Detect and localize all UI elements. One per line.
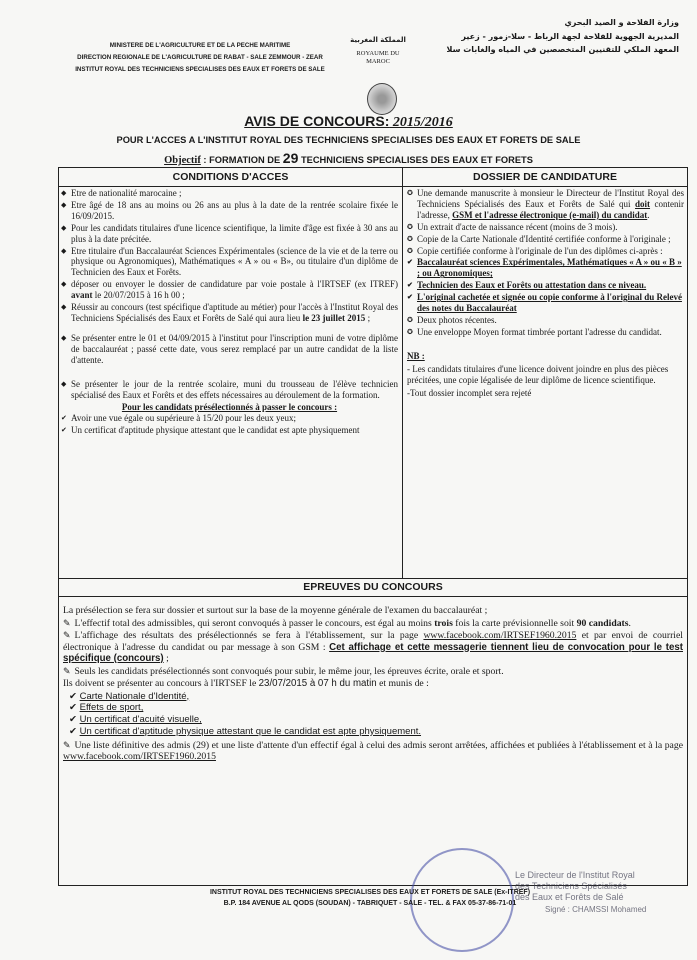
- list-item: ✔ Technicien des Eaux et Forêts ou attestation dans ce niveau.: [407, 280, 647, 291]
- pencil-icon: ✎: [63, 739, 71, 750]
- list-item: ◆ déposer ou envoyer le dossier de candidature par voie postale à l'IRTSEF (ex ITREF) avant le 20/07/2015 à 16 h 00 ;: [61, 279, 398, 301]
- results-display-text: ✎ L'affichage des résultats des présélectionnés se fera à l'établissement, sur la page www.facebook.com/IRTSEF1960.2015 et par envoi de courriel électronique à l'adresse du candidat ou par message à son GSM : Cet affichage et cette messagerie tiennent lieu de convocation pour le test spécifique (concours) ;: [63, 630, 683, 664]
- list-item: ✪ Un extrait d'acte de naissance récent (moins de 3 mois).: [407, 221, 618, 232]
- diamond-bullet-icon: ◆: [61, 189, 67, 197]
- list-item: ✔ Effets de sport,: [69, 702, 144, 714]
- list-item: ✔ Un certificat d'aptitude physique attestant que le candidat est apte physiquement.: [69, 725, 422, 737]
- diamond-bullet-icon: ◆: [61, 246, 67, 255]
- list-item: ◆ Se présenter le jour de la rentrée scolaire, muni du trousseau de l'élève technicien spécialisé des Eaux et Forêts et des effets nécessaires au déroulement de la formation.: [61, 378, 398, 400]
- ministry-name: MINISTERE DE L'AGRICULTURE ET DE LA PECHE MARITIME: [109, 42, 291, 49]
- preselected-heading: Pour les candidats présélectionnés à passer le concours :: [121, 402, 338, 413]
- list-item: ✔ Carte Nationale d'Identité,: [69, 690, 190, 702]
- institute-name: INSTITUT ROYAL DES TECHNICIENS SPECIALISES DES EAUX ET FORETS DE SALE: [75, 65, 325, 73]
- list-item: ◆ Pour les candidats titulaires d'une licence scientifique, la limite d'âge est fixée à 30 ans au plus à la date précitée.: [61, 222, 398, 244]
- conditions-list: [61, 188, 398, 437]
- diamond-bullet-icon: ◆: [61, 280, 67, 289]
- list-item: ✪ Copie certifiée conforme à l'originale de l'un des diplômes ci-après :: [407, 245, 663, 256]
- list-item: ✪ Copie de la Carte Nationale d'Identité certifiée conforme à l'originale ;: [407, 233, 671, 244]
- facebook-link[interactable]: www.facebook.com/IRTSEF1960.2015: [63, 751, 216, 763]
- check-bullet-icon: ✔: [61, 426, 67, 435]
- admissibles-text: ✎ L'effectif total des admissibles, qui seront convoqués à passer le concours, est égal au moins trois fois la carte prévisionnelle soit 90 candidats.: [63, 617, 631, 629]
- check-icon: ✔: [69, 690, 77, 702]
- list-item: ◆ Etre titulaire d'un Baccalauréat Sciences Expérimentales (science de la vie et de la terre ou physique ou Agronomiques), Mathématiques « A » ou « B», ou titulaire d'un diplôme de Technicien des Eaux et Forêts.: [61, 245, 398, 278]
- list-item: ✔ Baccalauréat sciences Expérimentales, Mathématiques « A » ou « B » ; ou Agronomiques;: [407, 257, 682, 279]
- diamond-bullet-icon: ◆: [61, 379, 67, 388]
- required-items-list: [63, 691, 683, 738]
- pencil-icon: ✎: [63, 617, 71, 628]
- institute-name-arabic: المعهد الملكي للتقنيين المتخصصين في المياه والغابات سلا: [446, 45, 679, 55]
- check-bullet-icon: ✔: [407, 281, 413, 290]
- pointer-bullet-icon: ✪: [407, 234, 413, 243]
- footer-address: B.P. 184 AVENUE AL QODS (SOUDAN) - TABRIQUET - SALE - TEL. & FAX 05-37-86-71-01: [223, 900, 517, 907]
- kingdom-french: ROYAUME DU MAROC: [356, 50, 400, 66]
- exam-date-text: Ils doivent se présenter au concours à l'IRTSEF le 23/07/2015 à 07 h du matin et munis de :: [63, 678, 429, 689]
- pointer-bullet-icon: ✪: [407, 189, 413, 197]
- list-item: ◆ Etre âgé de 18 ans au moins ou 26 ans au plus à la date de la rentrée scolaire fixée le 16/09/2015.: [61, 199, 398, 221]
- pointer-bullet-icon: ✪: [407, 246, 413, 255]
- signature-block: Le Directeur de l'Institut Royal des Techniciens Spécialisés des Eaux et Forêts de Salé: [515, 870, 635, 902]
- nb-note-licence: - Les candidats titulaires d'une licence doivent joindre en plus des pièces précitées, une copie légalisée de leur diplôme de licence scientifique.: [407, 363, 669, 385]
- epreuves-heading: EPREUVES DU CONCOURS: [59, 578, 687, 597]
- check-bullet-icon: ✔: [61, 414, 67, 423]
- pencil-icon: ✎: [63, 665, 71, 676]
- final-list-text: ✎ Une liste définitive des admis (29) et une liste d'attente d'un effectif égal à celui des admis seront arrêtées, affichées et publiées à l'établissement et à la page www.facebook.com/IRTSEF1960.2015: [63, 739, 683, 763]
- column-divider: [402, 186, 403, 579]
- conditions-heading: CONDITIONS D'ACCES: [59, 168, 403, 187]
- list-item: ◆ Etre de nationalité marocaine ;: [61, 188, 182, 198]
- convocation-text: ✎ Seuls les candidats présélectionnés sont convoqués pour subir, le même jour, les épreuves écrite, orale et sport.: [63, 665, 504, 677]
- preselection-text: La présélection se fera sur dossier et surtout sur la base de la moyenne générale de l'examen du baccalauréat ;: [63, 605, 488, 616]
- header-right: [399, 16, 679, 57]
- regional-direction: DIRECTION REGIONALE DE L'AGRICULTURE DE RABAT - SALE ZEMMOUR - ZEAR: [77, 53, 323, 61]
- pointer-bullet-icon: ✪: [407, 222, 413, 231]
- list-item: ✔ Un certificat d'aptitude physique attestant que le candidat est apte physiquement: [61, 425, 360, 436]
- list-item: ✪ Une enveloppe Moyen format timbrée portant l'adresse du candidat.: [407, 326, 662, 337]
- list-item: ✔ Avoir une vue égale ou supérieure à 15/20 pour les deux yeux;: [61, 413, 297, 424]
- list-item: ✔ L'original cachetée et signée ou copie conforme à l'original du Relevé des notes du Baccalauréat: [407, 292, 682, 314]
- list-item: ✪ Une demande manuscrite à monsieur le Directeur de l'Institut Royal des Techniciens Spécialisés des Eaux et Forêts de Salé qui doit contenir l'adresse, GSM et l'adresse électronique (e-mail) du candidat.: [407, 188, 684, 220]
- signature-name: Signé : CHAMSSI Mohamed: [545, 905, 647, 914]
- royal-emblem-icon: [367, 83, 397, 115]
- check-bullet-icon: ✔: [407, 293, 413, 302]
- ministry-name-arabic: وزارة الفلاحة و الصيد البحري: [564, 18, 679, 27]
- check-icon: ✔: [69, 714, 77, 726]
- pointer-bullet-icon: ✪: [407, 327, 413, 336]
- dossier-heading: DOSSIER DE CANDIDATURE: [403, 168, 687, 187]
- footer-institute: INSTITUT ROYAL DES TECHNICIENS SPECIALISES DES EAUX ET FORETS DE SALE (Ex-ITREF): [209, 889, 531, 896]
- check-icon: ✔: [69, 725, 77, 737]
- check-icon: ✔: [69, 702, 77, 714]
- epreuves-body: [63, 605, 683, 764]
- dossier-list: [407, 188, 684, 398]
- main-frame: [58, 167, 688, 886]
- pointer-bullet-icon: ✪: [407, 315, 413, 324]
- diamond-bullet-icon: ◆: [61, 333, 67, 342]
- list-item: ✔ Un certificat d'acuité visuelle,: [69, 714, 202, 726]
- header-left: [60, 40, 340, 75]
- list-item: ◆ Réussir au concours (test spécifique d'aptitude au métier) pour l'accès à l'Institut Royal des Techniciens Spécialisés des Eaux et Forêts de Salé qui aura lieu le 23 juillet 2015 ;: [61, 302, 398, 323]
- pencil-icon: ✎: [63, 630, 71, 640]
- kingdom-arabic: المملكة المغربية: [350, 36, 406, 44]
- nb-label: NB :: [407, 350, 425, 361]
- diamond-bullet-icon: ◆: [61, 303, 67, 312]
- nb-note-incomplete: -Tout dossier incomplet sera rejeté: [407, 387, 532, 398]
- page-title: AVIS DE CONCOURS: 2015/2016: [244, 113, 453, 130]
- regional-direction-arabic: المديرية الجهوية للفلاحة لجهة الرباط - سلا-زمور - زعير: [461, 31, 679, 41]
- subtitle-access: POUR L'ACCES A L'INSTITUT ROYAL DES TECHNICIENS SPECIALISES DES EAUX ET FORETS DE SALE: [116, 135, 581, 145]
- diamond-bullet-icon: ◆: [61, 223, 67, 232]
- list-item: ✪ Deux photos récentes.: [407, 314, 497, 325]
- diamond-bullet-icon: ◆: [61, 200, 67, 209]
- check-bullet-icon: ✔: [407, 258, 413, 267]
- facebook-link[interactable]: www.facebook.com/IRTSEF1960.2015: [423, 630, 577, 641]
- list-item: ◆ Se présenter entre le 01 et 04/09/2015 à l'institut pour l'inscription muni de votre diplôme de baccalauréat ; passé cette date, vous serez remplacé par un autre candidat de la liste d'attente.: [61, 332, 398, 365]
- subtitle-objective: Objectif : FORMATION DE 29 TECHNICIENS SPECIALISES DES EAUX ET FORETS: [164, 150, 533, 166]
